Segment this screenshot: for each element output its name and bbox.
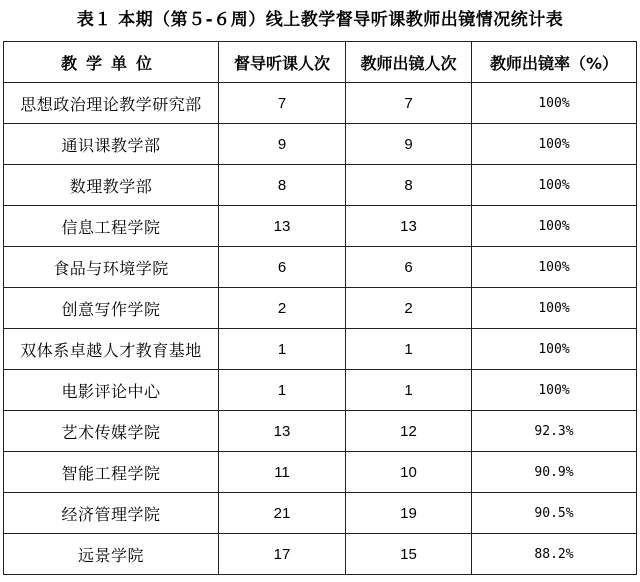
rate-cell: 88.2% xyxy=(472,534,637,575)
on-camera-cell: 6 xyxy=(346,247,472,288)
table-row xyxy=(4,493,637,534)
unit-cell: 通识课教学部 xyxy=(4,124,219,165)
unit-cell: 远景学院 xyxy=(4,534,219,575)
unit-cell: 经济管理学院 xyxy=(4,493,219,534)
table-row xyxy=(4,206,637,247)
rate-cell: 100% xyxy=(472,329,637,370)
table-row xyxy=(4,124,637,165)
table-row xyxy=(4,411,637,452)
header-row xyxy=(4,42,637,83)
observed-cell: 1 xyxy=(219,329,346,370)
on-camera-cell: 2 xyxy=(346,288,472,329)
column-header-rate: 教师出镜率（%） xyxy=(472,42,637,83)
observed-cell: 9 xyxy=(219,124,346,165)
table-row xyxy=(4,329,637,370)
on-camera-cell: 1 xyxy=(346,370,472,411)
rate-cell: 90.9% xyxy=(472,452,637,493)
table-title: 表１ 本期（第５-６周）线上教学督导听课教师出镜情况统计表 xyxy=(76,10,564,30)
table-row xyxy=(4,83,637,124)
rate-cell: 100% xyxy=(472,83,637,124)
rate-cell: 100% xyxy=(472,124,637,165)
column-header-observed: 督导听课人次 xyxy=(219,42,346,83)
unit-cell: 创意写作学院 xyxy=(4,288,219,329)
table-row xyxy=(4,247,637,288)
observed-cell: 21 xyxy=(219,493,346,534)
on-camera-cell: 10 xyxy=(346,452,472,493)
on-camera-cell: 1 xyxy=(346,329,472,370)
observed-cell: 13 xyxy=(219,411,346,452)
column-header-on-camera: 教师出镜人次 xyxy=(346,42,472,83)
observed-cell: 13 xyxy=(219,206,346,247)
rate-cell: 92.3% xyxy=(472,411,637,452)
observed-cell: 11 xyxy=(219,452,346,493)
rate-cell: 100% xyxy=(472,370,637,411)
observed-cell: 8 xyxy=(219,165,346,206)
on-camera-cell: 9 xyxy=(346,124,472,165)
on-camera-cell: 12 xyxy=(346,411,472,452)
observed-cell: 2 xyxy=(219,288,346,329)
unit-cell: 数理教学部 xyxy=(4,165,219,206)
table-row xyxy=(4,534,637,575)
unit-cell: 食品与环境学院 xyxy=(4,247,219,288)
rate-cell: 100% xyxy=(472,247,637,288)
table-row xyxy=(4,288,637,329)
table-row xyxy=(4,452,637,493)
rate-cell: 100% xyxy=(472,165,637,206)
observed-cell: 17 xyxy=(219,534,346,575)
observed-cell: 7 xyxy=(219,83,346,124)
observed-cell: 1 xyxy=(219,370,346,411)
rate-cell: 100% xyxy=(472,206,637,247)
on-camera-cell: 8 xyxy=(346,165,472,206)
table-row xyxy=(4,370,637,411)
unit-cell: 艺术传媒学院 xyxy=(4,411,219,452)
on-camera-cell: 7 xyxy=(346,83,472,124)
on-camera-cell: 19 xyxy=(346,493,472,534)
on-camera-cell: 13 xyxy=(346,206,472,247)
unit-cell: 思想政治理论教学研究部 xyxy=(4,83,219,124)
rate-cell: 100% xyxy=(472,288,637,329)
on-camera-cell: 15 xyxy=(346,534,472,575)
table-body xyxy=(4,83,637,575)
table-row xyxy=(4,165,637,206)
unit-cell: 智能工程学院 xyxy=(4,452,219,493)
rate-cell: 90.5% xyxy=(472,493,637,534)
column-header-unit: 教学单位 xyxy=(4,42,219,83)
unit-cell: 电影评论中心 xyxy=(4,370,219,411)
unit-cell: 双体系卓越人才教育基地 xyxy=(4,329,219,370)
statistics-table xyxy=(3,41,637,575)
observed-cell: 6 xyxy=(219,247,346,288)
unit-cell: 信息工程学院 xyxy=(4,206,219,247)
